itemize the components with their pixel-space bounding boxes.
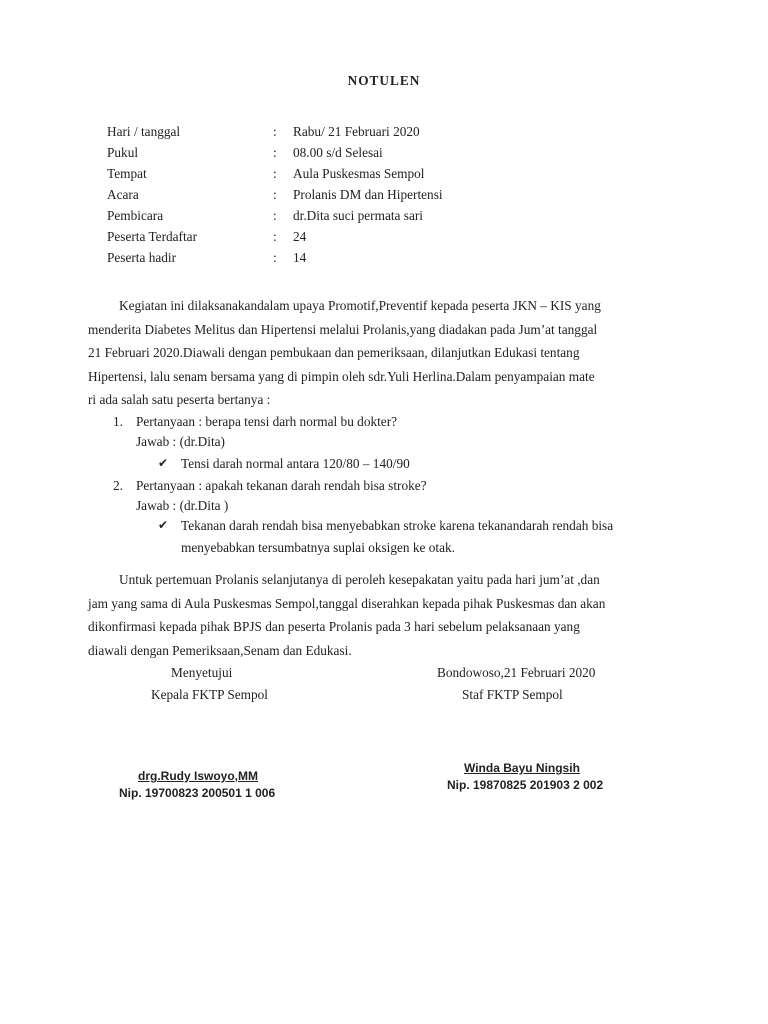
info-label: Hari / tanggal xyxy=(107,124,181,139)
answer-text: menyebabkan tersumbatnya suplai oksigen ke otak. xyxy=(181,540,455,555)
signature-position: Kepala FKTP Sempol xyxy=(151,687,268,702)
info-row-event xyxy=(107,187,567,207)
question-number: 1. xyxy=(113,414,123,429)
info-colon: : xyxy=(273,187,277,202)
question-text: Pertanyaan : berapa tensi darh normal bu dokter? xyxy=(136,414,398,429)
info-row-registered xyxy=(107,229,567,249)
paragraph-line: Untuk pertemuan Prolanis selanjutanya di peroleh kesepakatan yaitu pada hari jum’at ,dan xyxy=(119,572,600,587)
intro-paragraph xyxy=(88,294,678,412)
paragraph-line: 21 Februari 2020.Diawali dengan pembukaan dan pemeriksaan, dilanjutkan Edukasi tentang xyxy=(88,345,580,360)
info-colon: : xyxy=(273,145,277,160)
paragraph-line: ri ada salah satu peserta bertanya : xyxy=(88,392,271,407)
question-text: Pertanyaan : apakah tekanan darah rendah bisa stroke? xyxy=(136,478,427,493)
paragraph-line: dikonfirmasi kepada pihak BPJS dan peserta Prolanis pada 3 hari sebelum pelaksanaan yang xyxy=(88,619,580,634)
signatory-nip: Nip. 19870825 201903 2 002 xyxy=(447,778,604,792)
checkmark-icon: ✔ xyxy=(158,518,169,532)
info-colon: : xyxy=(273,250,277,265)
signatory-name: drg.Rudy Iswoyo,MM xyxy=(138,769,258,783)
info-label: Peserta Terdaftar xyxy=(107,229,198,244)
answer-attribution: Jawab : (dr.Dita ) xyxy=(136,498,229,513)
info-value: Aula Puskesmas Sempol xyxy=(293,166,425,181)
paragraph-line: diawali dengan Pemeriksaan,Senam dan Edukasi. xyxy=(88,642,352,658)
question-number: 2. xyxy=(113,478,123,493)
info-colon: : xyxy=(273,208,277,223)
info-value: dr.Dita suci permata sari xyxy=(293,208,423,223)
info-value: 24 xyxy=(293,229,307,244)
checkmark-icon: ✔ xyxy=(158,456,169,470)
info-value: 14 xyxy=(293,250,307,265)
paragraph-line: menderita Diabetes Melitus dan Hipertensi melalui Prolanis,yang diadakan pada Jum’at tanggal xyxy=(88,321,598,337)
paragraph-line: jam yang sama di Aula Puskesmas Sempol,tanggal diserahkan kepada pihak Puskesmas dan akan xyxy=(88,595,606,611)
info-colon: : xyxy=(273,124,277,139)
paragraph-line: Hipertensi, lalu senam bersama yang di pimpin oleh sdr.Yuli Herlina.Dalam penyampaian mate xyxy=(88,368,595,384)
closing-paragraph xyxy=(88,568,678,662)
info-row-place xyxy=(107,166,567,186)
info-value: Rabu/ 21 Februari 2020 xyxy=(293,124,420,139)
signature-place-date: Bondowoso,21 Februari 2020 xyxy=(437,665,596,680)
signatory-name: Winda Bayu Ningsih xyxy=(464,761,580,775)
info-value: 08.00 s/d Selesai xyxy=(293,145,383,160)
document-title: NOTULEN xyxy=(347,73,421,88)
info-value: Prolanis DM dan Hipertensi xyxy=(293,187,443,202)
answer-text: Tensi darah normal antara 120/80 – 140/90 xyxy=(181,456,410,471)
signature-approval-label: Menyetujui xyxy=(171,665,233,680)
info-label: Acara xyxy=(107,187,139,202)
info-row-speaker xyxy=(107,208,567,228)
info-colon: : xyxy=(273,166,277,181)
paragraph-line: Kegiatan ini dilaksanakandalam upaya Promotif,Preventif kepada peserta JKN – KIS yang xyxy=(119,298,601,313)
info-label: Peserta hadir xyxy=(107,250,177,265)
answer-attribution: Jawab : (dr.Dita) xyxy=(136,434,225,449)
info-row-time xyxy=(107,145,567,165)
info-row-date xyxy=(107,124,567,144)
info-colon: : xyxy=(273,229,277,244)
answer-text: Tekanan darah rendah bisa menyebabkan stroke karena tekanandarah rendah bisa xyxy=(181,518,614,533)
info-label: Pukul xyxy=(107,145,139,160)
info-label: Tempat xyxy=(107,166,147,181)
info-row-attended xyxy=(107,250,567,270)
signature-position: Staf FKTP Sempol xyxy=(462,687,563,702)
info-label: Pembicara xyxy=(107,208,164,223)
signatory-nip: Nip. 19700823 200501 1 006 xyxy=(119,786,276,800)
